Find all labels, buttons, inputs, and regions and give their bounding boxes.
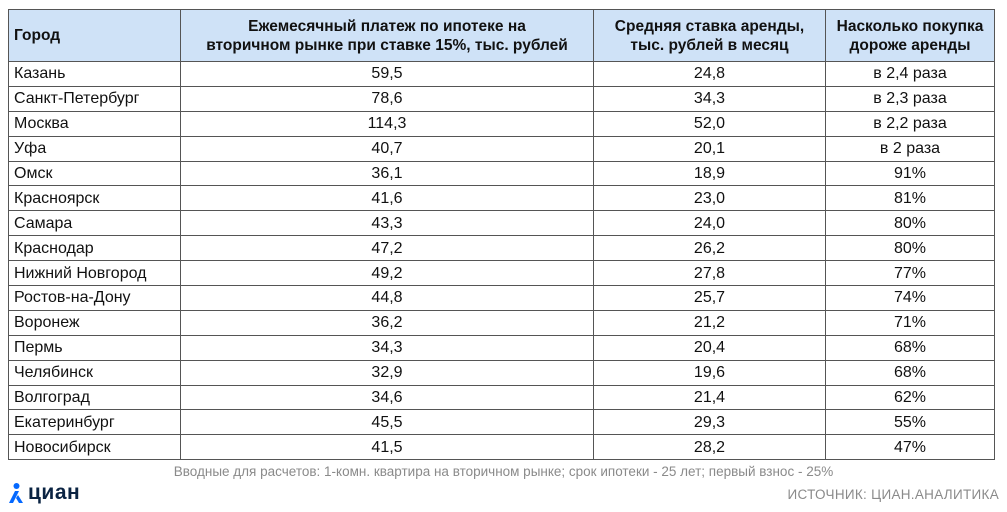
cell-ratio: в 2 раза: [826, 136, 995, 161]
cell-ratio: 74%: [826, 286, 995, 311]
cell-rent: 52,0: [594, 111, 826, 136]
cell-ratio: в 2,3 раза: [826, 86, 995, 111]
cell-rent: 24,0: [594, 211, 826, 236]
cell-city: Челябинск: [9, 360, 181, 385]
cell-mortgage: 41,6: [181, 186, 594, 211]
cell-rent: 27,8: [594, 261, 826, 286]
table-row: [9, 410, 995, 435]
cell-city: Новосибирск: [9, 435, 181, 460]
cell-rent: 21,2: [594, 310, 826, 335]
table-row: [9, 310, 995, 335]
header-ratio-line2: дороже аренды: [849, 36, 971, 54]
logo-text: циан: [28, 481, 81, 504]
cell-ratio: 68%: [826, 335, 995, 360]
cell-city: Пермь: [9, 335, 181, 360]
table-body: [9, 62, 995, 460]
table-row: [9, 161, 995, 186]
cell-ratio: 71%: [826, 310, 995, 335]
cell-mortgage: 34,3: [181, 335, 594, 360]
cell-ratio: 81%: [826, 186, 995, 211]
cell-rent: 18,9: [594, 161, 826, 186]
cell-mortgage: 59,5: [181, 62, 594, 87]
cell-mortgage: 78,6: [181, 86, 594, 111]
header-mortgage: [181, 10, 594, 62]
cell-ratio: 47%: [826, 435, 995, 460]
table-row: [9, 136, 995, 161]
cell-rent: 34,3: [594, 86, 826, 111]
header-rent-line2: тыс. рублей в месяц: [630, 36, 789, 54]
cell-ratio: в 2,2 раза: [826, 111, 995, 136]
cell-ratio: в 2,4 раза: [826, 62, 995, 87]
header-ratio: [826, 10, 995, 62]
cell-ratio: 91%: [826, 161, 995, 186]
cell-city: Ростов-на-Дону: [9, 286, 181, 311]
cell-rent: 25,7: [594, 286, 826, 311]
cell-city: Санкт-Петербург: [9, 86, 181, 111]
data-table-container: [8, 9, 994, 460]
person-icon: [8, 482, 24, 504]
table-row: [9, 335, 995, 360]
cell-rent: 20,4: [594, 335, 826, 360]
cell-city: Омск: [9, 161, 181, 186]
header-rent: [594, 10, 826, 62]
header-mortgage-line2: вторичном рынке при ставке 15%, тыс. рублей: [206, 36, 568, 54]
table-row: [9, 62, 995, 87]
cell-city: Воронеж: [9, 310, 181, 335]
table-row: [9, 211, 995, 236]
cell-mortgage: 43,3: [181, 211, 594, 236]
table-row: [9, 86, 995, 111]
cell-city: Волгоград: [9, 385, 181, 410]
table-row: [9, 385, 995, 410]
cell-rent: 21,4: [594, 385, 826, 410]
table-row: [9, 286, 995, 311]
cell-ratio: 77%: [826, 261, 995, 286]
cell-mortgage: 32,9: [181, 360, 594, 385]
table-row: [9, 186, 995, 211]
cell-mortgage: 114,3: [181, 111, 594, 136]
cell-rent: 28,2: [594, 435, 826, 460]
cell-city: Москва: [9, 111, 181, 136]
table-row: [9, 360, 995, 385]
cell-mortgage: 49,2: [181, 261, 594, 286]
cell-rent: 19,6: [594, 360, 826, 385]
cell-ratio: 55%: [826, 410, 995, 435]
cell-city: Казань: [9, 62, 181, 87]
cell-city: Екатеринбург: [9, 410, 181, 435]
cell-mortgage: 36,1: [181, 161, 594, 186]
cell-rent: 24,8: [594, 62, 826, 87]
cell-rent: 20,1: [594, 136, 826, 161]
cell-city: Нижний Новгород: [9, 261, 181, 286]
cell-mortgage: 47,2: [181, 236, 594, 261]
header-mortgage-line1: Ежемесячный платеж по ипотеке на: [248, 17, 526, 35]
cell-city: Уфа: [9, 136, 181, 161]
cell-ratio: 80%: [826, 236, 995, 261]
cell-city: Самара: [9, 211, 181, 236]
table-header-row: [9, 10, 995, 62]
source-label: ИСТОЧНИК: ЦИАН.АНАЛИТИКА: [787, 487, 999, 502]
cell-rent: 29,3: [594, 410, 826, 435]
cell-mortgage: 44,8: [181, 286, 594, 311]
cell-rent: 26,2: [594, 236, 826, 261]
calculation-note: Вводные для расчетов: 1-комн. квартира на вторичном рынке; срок ипотеки - 25 лет; первый взнос - 25%: [173, 464, 834, 479]
cell-mortgage: 45,5: [181, 410, 594, 435]
header-ratio-line1: Насколько покупка: [836, 17, 984, 35]
cell-ratio: 68%: [826, 360, 995, 385]
cell-mortgage: 36,2: [181, 310, 594, 335]
mortgage-vs-rent-table: [8, 9, 995, 460]
cell-mortgage: 41,5: [181, 435, 594, 460]
cell-rent: 23,0: [594, 186, 826, 211]
table-row: [9, 435, 995, 460]
header-rent-line1: Средняя ставка аренды,: [614, 17, 805, 35]
cell-ratio: 80%: [826, 211, 995, 236]
table-row: [9, 236, 995, 261]
table-row: [9, 111, 995, 136]
cell-mortgage: 34,6: [181, 385, 594, 410]
cell-city: Краснодар: [9, 236, 181, 261]
cell-mortgage: 40,7: [181, 136, 594, 161]
cian-logo: [8, 481, 80, 505]
cell-city: Красноярск: [9, 186, 181, 211]
table-row: [9, 261, 995, 286]
header-city: Город: [9, 10, 181, 62]
cell-ratio: 62%: [826, 385, 995, 410]
